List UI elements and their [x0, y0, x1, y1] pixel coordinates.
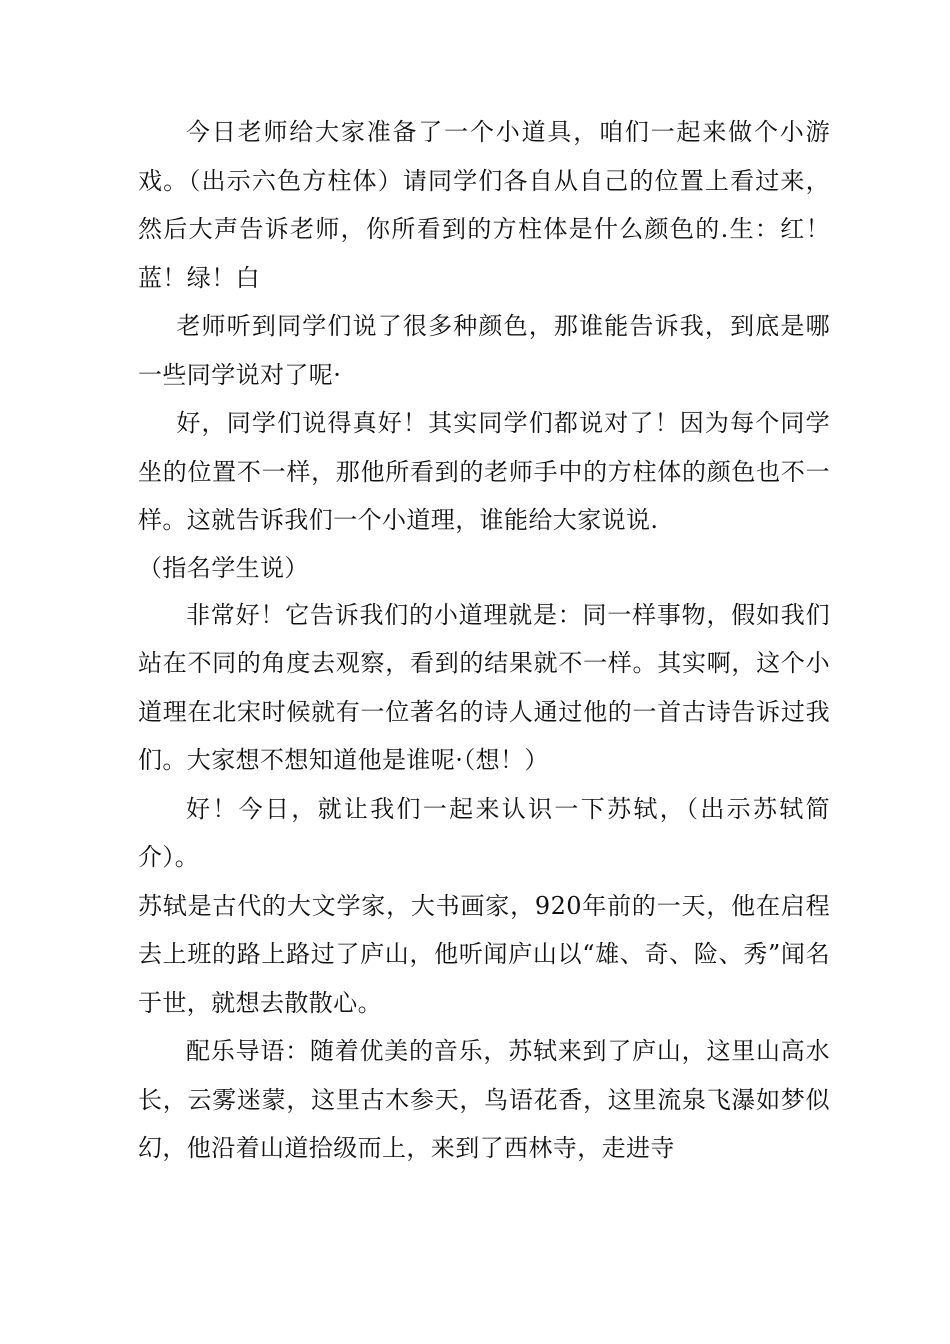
paragraph-6: 好！今日，就让我们一起来认识一下苏轼，（出示苏轼简介）。 [138, 794, 830, 871]
paragraph-7: 苏轼是古代的大文学家，大书画家，920年前的一天，他在启程去上班的路上路过了庐山，他听闻庐山以“雄、奇、险、秀”闻名于世，就想去散散心。 [138, 891, 830, 1017]
paragraph-4: （指名学生说） [138, 553, 309, 582]
paragraph-3: 好，同学们说得真好！其实同学们都说对了！因为每个同学坐的位置不一样，那他所看到的老师手中的方柱体的颜色也不一样。这就告诉我们一个小道理，谁能给大家说说. [138, 409, 830, 534]
paragraph-5: 非常好！它告诉我们的小道理就是：同一样事物，假如我们站在不同的角度去观察，看到的结果就不一样。其实啊，这个小道理在北宋时候就有一位著名的诗人通过他的一首古诗告诉过我们。大家想不想知道他是谁呢·（想！） [138, 600, 830, 774]
paragraph-2: 老师听到同学们说了很多种颜色，那谁能告诉我，到底是哪一些同学说对了呢· [138, 312, 830, 389]
paragraph-8: 配乐导语：随着优美的音乐，苏轼来到了庐山，这里山高水长，云雾迷蒙，这里古木参天，鸟语花香，这里流泉飞瀑如梦似幻，他沿着山道拾级而上，来到了西林寺，走进寺 [138, 1037, 830, 1162]
paragraph-1: 今日老师给大家准备了一个小道具，咱们一起来做个小游戏。（出示六色方柱体）请同学们各自从自己的位置上看过来，然后大声告诉老师，你所看到的方柱体是什么颜色的.生：红！蓝！绿！白 [138, 118, 830, 292]
document-body [138, 108, 830, 1173]
